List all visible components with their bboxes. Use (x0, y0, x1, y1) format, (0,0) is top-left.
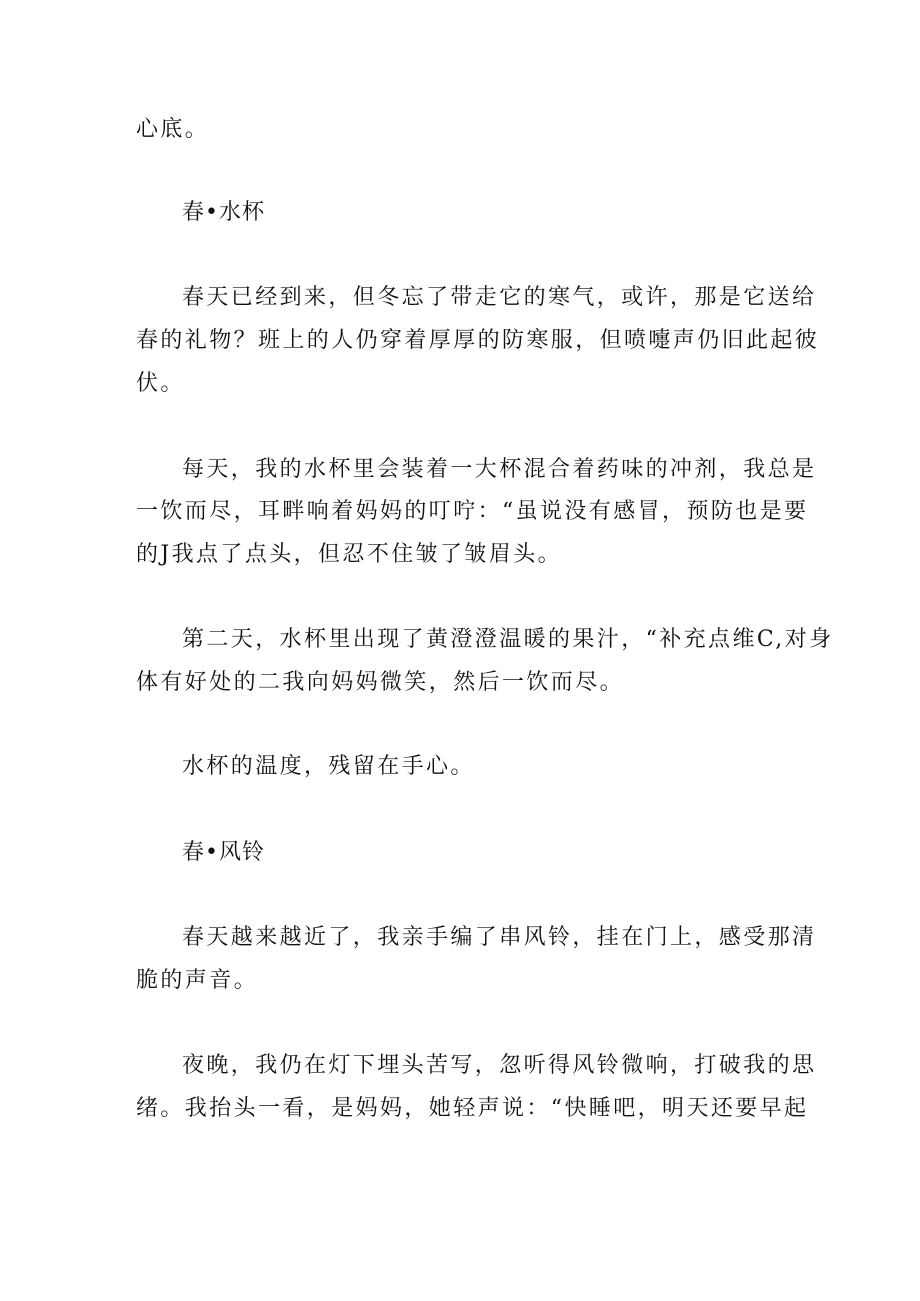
text-line: 春天越来越近了，我亲手编了串风铃，挂在门上，感受那清 (182, 925, 817, 950)
text-line: 伏。 (136, 371, 185, 396)
text-line: 脆的声音。 (136, 968, 259, 993)
text-line: 春天已经到来，但冬忘了带走它的寒气，或许，那是它送给 (182, 285, 817, 310)
section-heading: 春•水杯 (182, 200, 265, 225)
text-line: 春的礼物？班上的人仍穿着厚厚的防寒服，但喷嚏声仍旧此起彼 (136, 328, 820, 353)
text-line: 的J我点了点头，但忍不住皱了皱眉头。 (136, 542, 563, 567)
text-line: 一饮而尽，耳畔响着妈妈的叮咛：“虽说没有感冒，预防也是要 (136, 499, 809, 524)
text-line: 每天，我的水杯里会装着一大杯混合着药味的冲剂，我总是 (182, 457, 817, 482)
text-line: 体有好处的二我向妈妈微笑，然后一饮而尽。 (136, 670, 625, 695)
section-heading: 春•风铃 (182, 840, 265, 865)
text-line: 心底。 (136, 117, 210, 142)
text-line: 水杯的温度，残留在手心。 (182, 754, 475, 779)
text-line: 第二天，水杯里出现了黄澄澄温暖的果汁，“补充点维C,对身 (182, 627, 834, 652)
text-line: 绪。我抬头一看，是妈妈，她轻声说：“快睡吧，明天还要早起 (136, 1096, 809, 1121)
text-line: 夜晚，我仍在灯下埋头苦写，忽听得风铃微响，打破我的思 (182, 1053, 817, 1078)
